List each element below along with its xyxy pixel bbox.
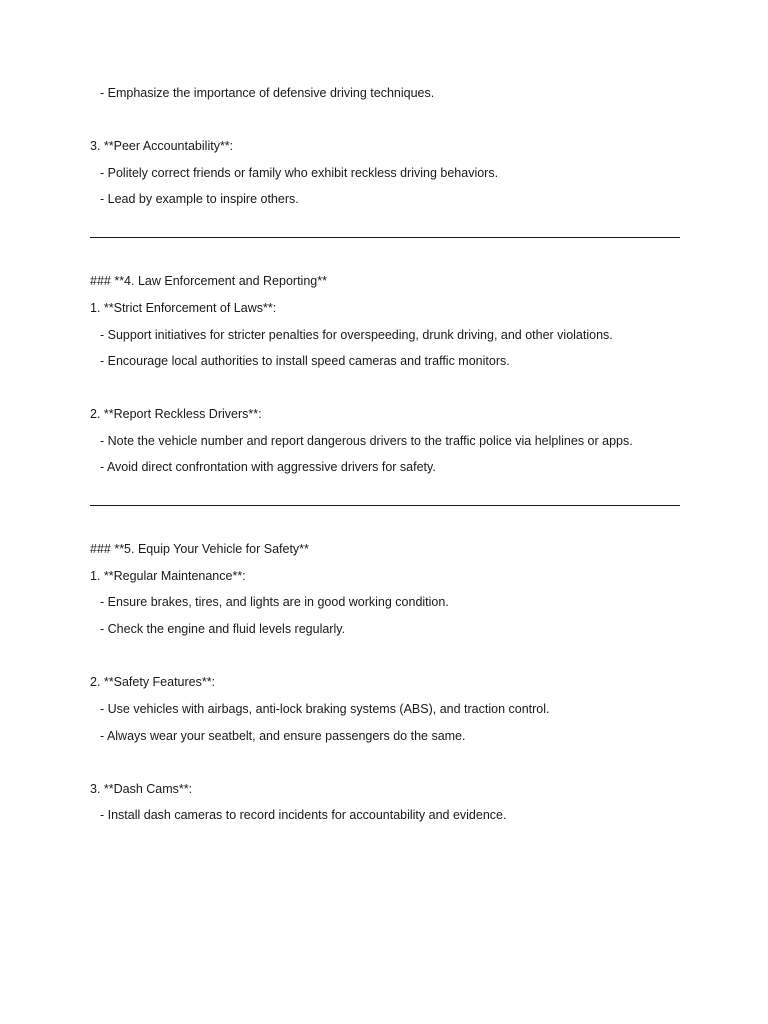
- item-dash-cams: 3. **Dash Cams**:: [90, 782, 193, 796]
- bullet-defensive-driving: - Emphasize the importance of defensive driving techniques.: [100, 86, 435, 100]
- section-heading-law-enforcement: ### **4. Law Enforcement and Reporting**: [90, 274, 327, 288]
- bullet-airbags-abs: - Use vehicles with airbags, anti-lock braking systems (ABS), and traction control.: [100, 702, 550, 716]
- bullet-install-dash-cameras: - Install dash cameras to record incidents for accountability and evidence.: [100, 808, 507, 822]
- bullet-speed-cameras: - Encourage local authorities to install speed cameras and traffic monitors.: [100, 354, 510, 368]
- item-strict-enforcement: 1. **Strict Enforcement of Laws**:: [90, 301, 277, 315]
- item-regular-maintenance: 1. **Regular Maintenance**:: [90, 569, 246, 583]
- item-report-drivers: 2. **Report Reckless Drivers**:: [90, 407, 262, 421]
- bullet-avoid-confrontation: - Avoid direct confrontation with aggressive drivers for safety.: [100, 460, 436, 474]
- item-safety-features: 2. **Safety Features**:: [90, 675, 216, 689]
- bullet-note-vehicle-number: - Note the vehicle number and report dangerous drivers to the traffic police via helplines or apps.: [100, 434, 633, 448]
- item-peer-accountability: 3. **Peer Accountability**:: [90, 139, 234, 153]
- bullet-stricter-penalties: - Support initiatives for stricter penalties for overspeeding, drunk driving, and other violations.: [100, 328, 613, 342]
- bullet-lead-by-example: - Lead by example to inspire others.: [100, 192, 299, 206]
- section-divider: [90, 505, 680, 506]
- bullet-correct-friends: - Politely correct friends or family who exhibit reckless driving behaviors.: [100, 166, 499, 180]
- section-divider: [90, 237, 680, 238]
- bullet-seatbelt: - Always wear your seatbelt, and ensure passengers do the same.: [100, 729, 466, 743]
- bullet-brakes-tires-lights: - Ensure brakes, tires, and lights are in good working condition.: [100, 595, 449, 609]
- section-heading-equip-vehicle: ### **5. Equip Your Vehicle for Safety**: [90, 542, 309, 556]
- bullet-engine-fluids: - Check the engine and fluid levels regularly.: [100, 622, 346, 636]
